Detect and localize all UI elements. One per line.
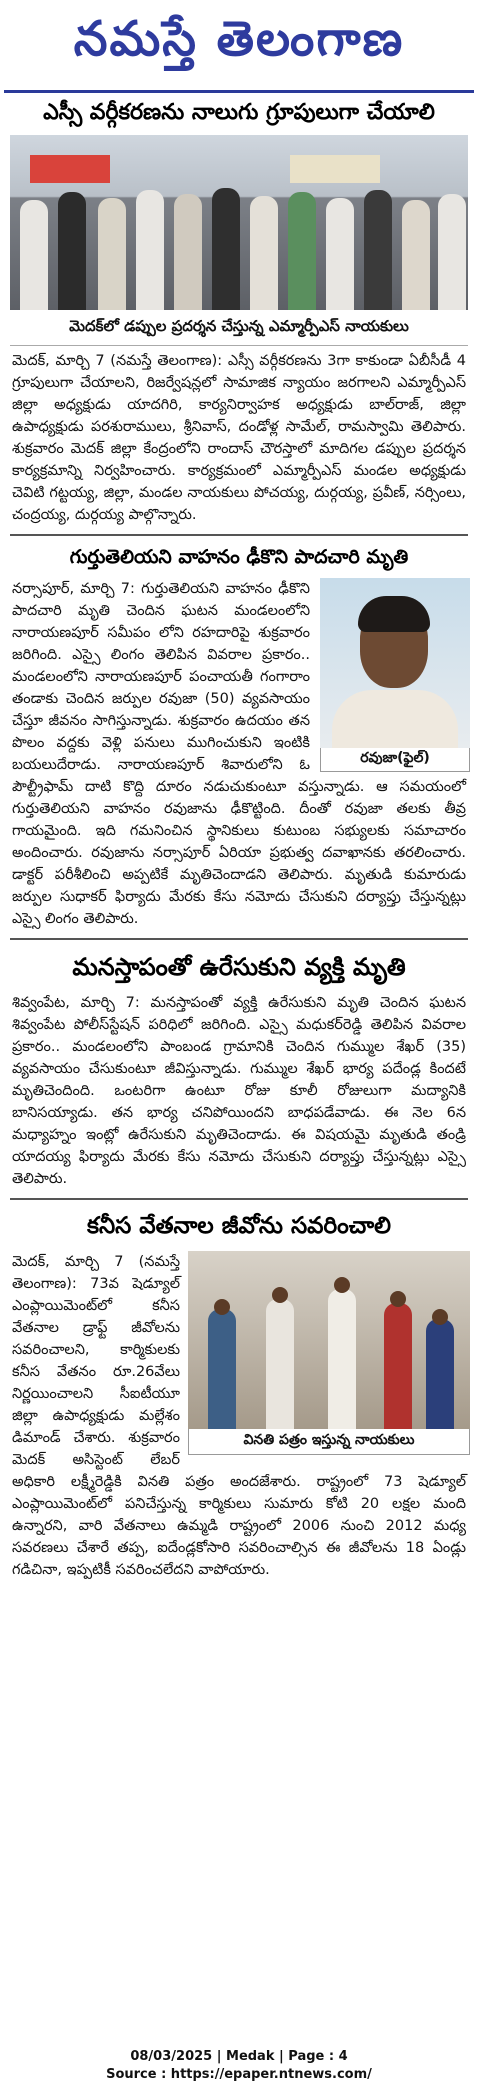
footer-dateline: 08/03/2025 | Medak | Page : 4 <box>130 2049 348 2064</box>
article-headline: కనీస వేతనాల జీవోను సవరించాలి <box>86 1213 391 1240</box>
person-figure <box>364 190 392 310</box>
article-body: మెదక్, మార్చి 7 (నమస్తే తెలంగాణ): ఎస్సీ వర్గీకరణను 3గా కాకుండా ఏబీసీడీ 4 గ్రూపులుగా చేయాలని, రిజర్వేషన్లలో సామాజిక న్యాయం జరగాలని ఎమ్మార్పీఎస్ జిల్లా అధ్యక్షుడు యాదగిరి, కార్యనిర్వాహక అధ్యక్షుడు బాల్‌రాజ్, జిల్లా ఉపాధ్యక్షుడు పరశురాములు, శ్రీనివాస్, దండోళ్ల సామేల్, రామస్వామి తెలిపారు. శుక్రవారం మెదక్ జిల్లా కేంద్రంలోని రాందాస్ చౌరస్తాలో మాదిగల డప్పుల ప్రదర్శన కార్యక్రమాన్ని నిర్వహించారు. కార్యక్రమంలో ఎమ్మార్పీఎస్ మండల అధ్యక్షుడు చెవిటి గట్టయ్య, జిల్లా, మండల నాయకులు పోచయ్య, దుర్గయ్య, ప్రవీణ్, నర్సింలు, చంద్రయ్య, దుర్గయ్య పాల్గొన్నారు. <box>12 352 466 523</box>
section-divider <box>10 534 468 536</box>
person-figure <box>136 190 164 310</box>
portrait-photo <box>320 578 470 748</box>
person-figure <box>174 194 202 310</box>
photo-caption: మెదక్‌లో డప్పుల ప్రదర్శన చేస్తున్న ఎమ్మార్పీఎస్ నాయకులు <box>10 314 468 346</box>
person-figure <box>288 192 316 310</box>
person-figure <box>250 196 278 310</box>
article-body: నర్సాపూర్, మార్చి 7: గుర్తుతెలియని వాహనం ఢీకొని పాదచారి మృతి చెందిన ఘటన మండలంలోని నారాయణపూర్ సమీపం లోని రహదారిపై శుక్రవారం జరిగింది. ఎస్సై లింగం తెలిపిన వివరాల ప్రకారం.. మండలంలోని నారాయణపూర్ పంచాయతీ గంగారాం తండాకు చెందిన జర్పుల రవుజా (50) వ్యవసాయం చేస్తూ జీవనం సాగిస్తున్నాడు. శుక్రవారం ఉదయం తన పొలం వద్దకు వెళ్లి పనులు ముగించుకుని ఇంటికి బయలుదేరాడు. నారాయణపూర్ శివారులోని ఓ పౌల్ట్రీఫామ్ దాటి కొద్ది దూరం నడుచుకుంటూ వస్తున్నాడు. ఆ సమయంలో గుర్తుతెలియని వాహనం రవుజాను ఢీకొట్టింది. దీంతో రవుజా తలకు తీవ్ర గాయమైంది. ఇది గమనించిన స్థానికులు కుటుంబ సభ్యులకు సమాచారం అందించారు. రవుజాను నర్సాపూర్ ఏరియా ప్రభుత్వ దవాఖానకు తరలించారు. డాక్టర్ పరీశీలించి అప్పటికే మృతిచెందాడని తెలిపారు. మృతుడి కుమారుడు జర్పుల సుధాకర్ ఫిర్యాదు మేరకు కేసు నమోదు చేసుకుని దర్యాప్తు చేస్తున్నట్లు ఎస్సై లింగం తెలిపారు. <box>12 580 466 927</box>
photo-caption: రవుజా(ఫైల్) <box>320 748 470 772</box>
newspaper-logo: నమస్తే తెలంగాణ <box>73 11 405 67</box>
article-body: శివ్వంపేట, మార్చి 7: మనస్తాపంతో వ్యక్తి ఉరేసుకుని మృతి చెందిన ఘటన శివ్వంపేట పోలీస్‌స్టేషన్ పరిధిలో జరిగింది. ఎస్సై మధుకర్‌రెడ్డి తెలిపిన వివరాల ప్రకారం.. మండలంలోని పాంబండ గ్రామానికి చెందిన గుమ్ముల శేఖర్ (35) వ్యవసాయం చేసుకుంటూ జీవిస్తున్నాడు. గుమ్ముల శేఖర్ భార్య పదేండ్ల కిందటే మృతిచెందింది. ఒంటరిగా ఉంటూ రోజు కూలీ రోజులుగా మద్యానికి బానిసయ్యాడు. తన భార్య చనిపోయిందని బాధపడేవాడు. ఈ నెల 6న మధ్యాహ్నం ఇంట్లో ఉరేసుకుని మృతిచెందాడు. ఈ విషయమై మృతుడి తండ్రి యాదయ్య ఫిర్యాదు మేరకు కేసు నమోదు చేసుకుని దర్యాప్తు చేస్తున్నట్లు ఎస్సై తెలిపారు. <box>12 995 466 1188</box>
person-figure <box>212 188 240 310</box>
section-divider <box>10 1198 468 1200</box>
memorandum-figure <box>188 1251 470 1455</box>
person-figure <box>326 198 354 310</box>
footer-source-link[interactable]: Source : https://epaper.ntnews.com/ <box>106 2066 372 2082</box>
person-figure <box>58 192 86 310</box>
rally-photo <box>10 135 468 310</box>
person-figure <box>438 194 466 310</box>
person-figure <box>98 198 126 310</box>
page-footer <box>4 2048 474 2083</box>
article-headline: ఎస్సీ వర్గీకరణను నాలుగు గ్రూపులుగా చేయాలి <box>43 100 435 125</box>
section-divider <box>10 938 468 940</box>
memorandum-photo <box>188 1251 470 1429</box>
person-figure <box>402 200 430 310</box>
banner-shape <box>290 155 380 183</box>
person-figure <box>20 200 48 310</box>
article-body: మెదక్, మార్చి 7 (నమస్తే తెలంగాణ): 73వ షెడ్యూల్ ఎంప్లాయిమెంట్‌లో కనీస వేతనాల డ్రాఫ్ట్ జీవోలను సవరించాలని, కార్మికులకు కనీస వేతనం రూ.26వేలు నిర్ణయించాలని సీఐటీయూ జిల్లా ఉపాధ్యక్షుడు మల్లేశం డిమాండ్ చేశారు. శుక్రవారం మెదక్ అసిస్టెంట్ లేబర్ అధికారి లక్ష్మీరెడ్డికి వినతి పత్రం అందజేశారు. రాష్ట్రంలో 73 షెడ్యూల్ ఎంప్లాయిమెంట్‌లో పనిచేస్తున్న కార్మికులు సుమారు కోటి 20 లక్షల మంది ఉన్నారని, వారి వేతనాలు ఉమ్మడి రాష్ట్రంలో 2006 నుంచి 2012 మధ్య సవరణలు చేశారే తప్ప, ఐదేండ్లకోసారి సవరించాల్సిన ఈ జీవోలను 18 ఏండ్లు గడిచినా, ఇప్పటికీ సవరించలేదని వాపోయారు. <box>12 1254 466 1579</box>
portrait-figure <box>320 578 470 772</box>
banner-shape <box>30 155 110 183</box>
article-headline: మనస్తాపంతో ఉరేసుకుని వ్యక్తి మృతి <box>72 953 406 981</box>
masthead <box>4 0 474 93</box>
article-headline: గుర్తుతెలియని వాహనం ఢీకొని పాదచారి మృతి <box>69 545 409 568</box>
photo-caption: వినతి పత్రం ఇస్తున్న నాయకులు <box>188 1429 470 1455</box>
epaper-page <box>4 0 474 2082</box>
